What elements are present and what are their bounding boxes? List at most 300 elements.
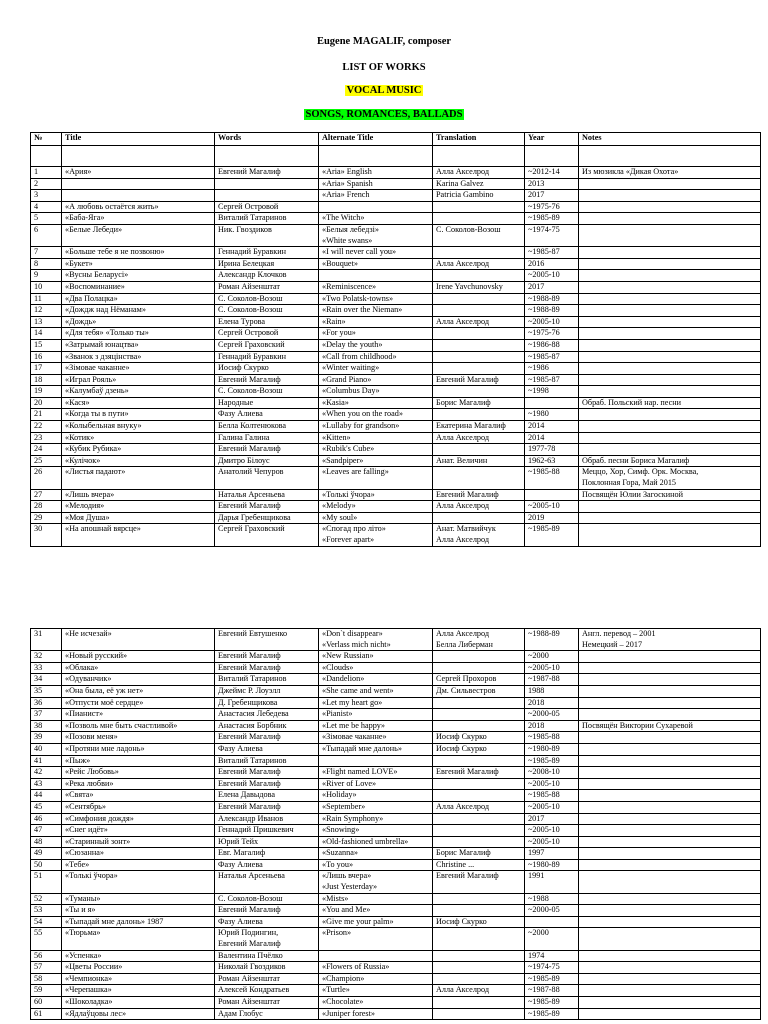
table-row [31, 293, 761, 305]
cell-year: ~1987-88 [525, 985, 579, 997]
table-row [31, 258, 761, 270]
cell-translation [433, 305, 525, 317]
cell-words: Евгений Магалиф [215, 374, 319, 386]
cell-title: «Отпусти моё сердце» [62, 697, 215, 709]
table-row [31, 281, 761, 293]
table-row [31, 790, 761, 802]
cell-alternate-title: «Kasia» [319, 397, 433, 409]
column-header-words: Words [215, 133, 319, 146]
table-row [31, 339, 761, 351]
cell-title: «Белые Лебеди» [62, 224, 215, 246]
cell-title: «Кася» [62, 397, 215, 409]
cell-year: ~1998 [525, 386, 579, 398]
cell-words: Геннадий Буравкин [215, 247, 319, 259]
cell-alternate-title: «Aria» French [319, 190, 433, 202]
cell-title: «Цветы России» [62, 962, 215, 974]
cell-title: «Букет» [62, 258, 215, 270]
cell-translation: Patricia Gambino [433, 190, 525, 202]
cell-year: ~1974-75 [525, 224, 579, 246]
cell-notes [579, 801, 761, 813]
cell-title: «Позови меня» [62, 732, 215, 744]
cell-notes [579, 709, 761, 721]
cell-number: 46 [31, 813, 62, 825]
cell-words: Виталий Татаринов [215, 674, 319, 686]
cell-words: С. Соколов-Возош [215, 305, 319, 317]
cell-words: Александр Иванов [215, 813, 319, 825]
cell-year: 2014 [525, 421, 579, 433]
cell-number: 58 [31, 973, 62, 985]
cell-words: Фазу Алиева [215, 916, 319, 928]
cell-number: 5 [31, 213, 62, 225]
cell-words: Евгений Магалиф [215, 167, 319, 179]
cell-year: ~1980-89 [525, 743, 579, 755]
cell-words: Евгений Магалиф [215, 732, 319, 744]
cell-year: 2019 [525, 512, 579, 524]
table-row [31, 432, 761, 444]
cell-line: Евгений Магалиф [218, 939, 281, 949]
cell-title: «Симфония дождя» [62, 813, 215, 825]
cell-notes [579, 512, 761, 524]
cell-translation [433, 697, 525, 709]
cell-translation: Евгений Магалиф [433, 489, 525, 501]
cell-alternate-title: «Dandelion» [319, 674, 433, 686]
cell-notes [579, 409, 761, 421]
cell-alternate-title: «Лишь вчера» «Just Yesterday» [319, 871, 433, 893]
cell-alternate-title: «Let my heart go» [319, 697, 433, 709]
cell-notes [579, 374, 761, 386]
cell-words: Анастасия Лебедева [215, 709, 319, 721]
cell-notes [579, 859, 761, 871]
cell-words: Ирина Белецкая [215, 258, 319, 270]
cell-translation: Алла Акселрод [433, 316, 525, 328]
cell-year: ~2000-05 [525, 905, 579, 917]
cell-words: Адам Глобус [215, 1008, 319, 1020]
cell-year: ~2012-14 [525, 167, 579, 179]
cell-alternate-title: «Champion» [319, 973, 433, 985]
cell-words: Белла Колтенюкова [215, 421, 319, 433]
cell-notes [579, 825, 761, 837]
cell-alternate-title: «Juniper forest» [319, 1008, 433, 1020]
cell-words: Валентина Пчёлко [215, 950, 319, 962]
cell-words: Роман Айзенштат [215, 997, 319, 1009]
cell-number: 25 [31, 455, 62, 467]
cell-title: «Облака» [62, 662, 215, 674]
cell-translation [433, 905, 525, 917]
cell-year: 2017 [525, 813, 579, 825]
cell-notes: Англ. перевод – 2001 Немецкий – 2017 [579, 629, 761, 651]
cell-words [215, 190, 319, 202]
cell-translation [433, 293, 525, 305]
cell-number: 31 [31, 629, 62, 651]
table-row [31, 813, 761, 825]
cell-title: «Играл Рояль» [62, 374, 215, 386]
cell-alternate-title: «Rain» [319, 316, 433, 328]
cell-words: Евгений Евтушенко [215, 629, 319, 651]
table-row [31, 351, 761, 363]
cell-words: Дарья Гребенщикова [215, 512, 319, 524]
cell-alternate-title: «I will never call you» [319, 247, 433, 259]
cell-translation: Борис Магалиф [433, 848, 525, 860]
cell-number: 22 [31, 421, 62, 433]
cell-alternate-title: «Call from childhood» [319, 351, 433, 363]
cell-translation: Анат. Матвийчук Алла Акселрод [433, 524, 525, 546]
cell-notes [579, 662, 761, 674]
cell-translation [433, 790, 525, 802]
cell-words: Сергей Граховский [215, 524, 319, 546]
cell-number: 21 [31, 409, 62, 421]
cell-alternate-title: «Rain over the Nieman» [319, 305, 433, 317]
cell-notes [579, 316, 761, 328]
table-row [31, 629, 761, 651]
cell-title: «Кубик Рубика» [62, 444, 215, 456]
table-row [31, 501, 761, 513]
table-row [31, 651, 761, 663]
cell-title: «Ядлаўцовы лес» [62, 1008, 215, 1020]
cell-words: Евгений Магалиф [215, 767, 319, 779]
table-row [31, 743, 761, 755]
cell-translation [433, 339, 525, 351]
cell-alternate-title: «Aria» English [319, 167, 433, 179]
cell-number: 1 [31, 167, 62, 179]
cell-words: Елена Турова [215, 316, 319, 328]
cell-year: ~1987-88 [525, 674, 579, 686]
cell-notes [579, 258, 761, 270]
cell-notes [579, 270, 761, 282]
cell-year: 1962-63 [525, 455, 579, 467]
cell-translation: Борис Магалиф [433, 397, 525, 409]
cell-year: 2018 [525, 697, 579, 709]
column-header-alternate-title: Alternate Title [319, 133, 433, 146]
table-row [31, 848, 761, 860]
cell-title: «Река любви» [62, 778, 215, 790]
cell-year: ~1980 [525, 409, 579, 421]
cell-number: 24 [31, 444, 62, 456]
cell-number: 30 [31, 524, 62, 546]
cell-year: 2017 [525, 281, 579, 293]
cell-translation [433, 409, 525, 421]
cell-notes [579, 767, 761, 779]
cell-alternate-title: «Leaves are falling» [319, 467, 433, 489]
cell-number: 53 [31, 905, 62, 917]
cell-title: «Рейс Любовь» [62, 767, 215, 779]
cell-year: ~2005-10 [525, 270, 579, 282]
cell-year: 1997 [525, 848, 579, 860]
cell-translation [433, 467, 525, 489]
cell-notes [579, 305, 761, 317]
cell-notes [579, 848, 761, 860]
cell-words: Наталья Арсеньева [215, 871, 319, 893]
cell-translation: Евгений Магалиф [433, 871, 525, 893]
cell-title: «Званок з дзяцінства» [62, 351, 215, 363]
cell-translation [433, 213, 525, 225]
cell-title: «Снег идёт» [62, 825, 215, 837]
cell-alternate-title: «New Russian» [319, 651, 433, 663]
cell-translation [433, 651, 525, 663]
cell-words: Евгений Магалиф [215, 501, 319, 513]
table-row [31, 893, 761, 905]
cell-line: Алла Акселрод [436, 535, 490, 544]
cell-words: Юрий Подингин, Евгений Магалиф [215, 928, 319, 950]
cell-title: «Черепашка» [62, 985, 215, 997]
cell-number: 43 [31, 778, 62, 790]
table-row [31, 421, 761, 433]
cell-alternate-title: «Mists» [319, 893, 433, 905]
cell-year: ~1988 [525, 893, 579, 905]
cell-translation: Евгений Магалиф [433, 767, 525, 779]
cell-notes [579, 732, 761, 744]
cell-translation: Алла Акселрод [433, 985, 525, 997]
cell-year: 1991 [525, 871, 579, 893]
cell-notes [579, 363, 761, 375]
table-row [31, 524, 761, 546]
cell-year: ~1980-89 [525, 859, 579, 871]
cell-number: 6 [31, 224, 62, 246]
cell-number: 12 [31, 305, 62, 317]
cell-title: «Колыбельная внуку» [62, 421, 215, 433]
cell-alternate-title: «Melody» [319, 501, 433, 513]
cell-notes [579, 790, 761, 802]
cell-year: ~1985-89 [525, 755, 579, 767]
cell-title: «Не исчезай» [62, 629, 215, 651]
subsection-label: SONGS, ROMANCES, BALLADS [305, 109, 463, 120]
cell-title: «Толькі ўчора» [62, 871, 215, 893]
cell-alternate-title: «Kitten» [319, 432, 433, 444]
cell-year: ~1986 [525, 363, 579, 375]
cell-year: ~1985-88 [525, 790, 579, 802]
cell-title: «Больше тебе я не позвоню» [62, 247, 215, 259]
table-row [31, 167, 761, 179]
cell-number: 28 [31, 501, 62, 513]
cell-alternate-title: «Толькі ўчора» [319, 489, 433, 501]
cell-alternate-title: «Reminiscence» [319, 281, 433, 293]
cell-words: Галина Галина [215, 432, 319, 444]
cell-number: 56 [31, 950, 62, 962]
cell-translation [433, 973, 525, 985]
cell-alternate-title [319, 201, 433, 213]
cell-translation: Сергей Прохоров [433, 674, 525, 686]
cell-number: 57 [31, 962, 62, 974]
cell-translation: Иосиф Скурко [433, 732, 525, 744]
table-row [31, 363, 761, 375]
cell-notes [579, 213, 761, 225]
cell-line: «Just Yesterday» [322, 882, 378, 892]
cell-words: Алексей Кондратьев [215, 985, 319, 997]
cell-words: Николай Гвоздиков [215, 962, 319, 974]
cell-words: Роман Айзенштат [215, 973, 319, 985]
cell-notes [579, 328, 761, 340]
cell-year: ~2005-10 [525, 662, 579, 674]
table-row [31, 178, 761, 190]
cell-notes [579, 190, 761, 202]
cell-title: «Котик» [62, 432, 215, 444]
cell-alternate-title: «Белыя лебедзі» «White swans» [319, 224, 433, 246]
table-row [31, 467, 761, 489]
cell-alternate-title: «When you on the road» [319, 409, 433, 421]
table-row [31, 247, 761, 259]
cell-number: 55 [31, 928, 62, 950]
table-row [31, 732, 761, 744]
cell-notes [579, 905, 761, 917]
table-row [31, 270, 761, 282]
cell-number: 19 [31, 386, 62, 398]
cell-words: Фазу Алиева [215, 859, 319, 871]
cell-notes: Посвящён Юлии Загоскиной [579, 489, 761, 501]
cell-alternate-title: «To you» [319, 859, 433, 871]
cell-number: 42 [31, 767, 62, 779]
cell-year: 1974 [525, 950, 579, 962]
cell-translation [433, 962, 525, 974]
cell-notes: Обраб. песни Бориса Магалиф [579, 455, 761, 467]
cell-number: 27 [31, 489, 62, 501]
table-row [31, 190, 761, 202]
table-row [31, 871, 761, 893]
column-header-title: Title [62, 133, 215, 146]
cell-number: 50 [31, 859, 62, 871]
cell-number: 7 [31, 247, 62, 259]
cell-number: 37 [31, 709, 62, 721]
table-row [31, 397, 761, 409]
cell-alternate-title: «River of Love» [319, 778, 433, 790]
cell-year: ~2005-10 [525, 316, 579, 328]
cell-title: «Пыж» [62, 755, 215, 767]
cell-translation: С. Соколов-Возош [433, 224, 525, 246]
table-row [31, 950, 761, 962]
cell-number: 29 [31, 512, 62, 524]
cell-words: Виталий Татаринов [215, 755, 319, 767]
cell-number: 32 [31, 651, 62, 663]
cell-number: 36 [31, 697, 62, 709]
table-row [31, 778, 761, 790]
cell-year: ~1988-89 [525, 629, 579, 651]
cell-words: Геннадий Пришкевич [215, 825, 319, 837]
cell-number: 14 [31, 328, 62, 340]
cell-translation [433, 351, 525, 363]
cell-words: Юрий Тейх [215, 836, 319, 848]
table-row [31, 444, 761, 456]
cell-notes [579, 674, 761, 686]
cell-notes [579, 501, 761, 513]
cell-number: 23 [31, 432, 62, 444]
list-title: LIST OF WORKS [342, 62, 426, 73]
cell-notes: Меццо, Хор, Симф. Орк. Москва, Поклонная Гора, Май 2015 [579, 467, 761, 489]
cell-number: 39 [31, 732, 62, 744]
cell-number: 48 [31, 836, 62, 848]
cell-year: ~2008-10 [525, 767, 579, 779]
cell-number: 60 [31, 997, 62, 1009]
cell-notes [579, 432, 761, 444]
table-row [31, 386, 761, 398]
table-row [31, 720, 761, 732]
cell-words: Иосиф Скурко [215, 363, 319, 375]
works-table-part1 [30, 132, 761, 547]
cell-number: 3 [31, 190, 62, 202]
cell-title [62, 190, 215, 202]
cell-notes [579, 997, 761, 1009]
cell-year: ~1985-89 [525, 524, 579, 546]
table-row [31, 997, 761, 1009]
cell-notes [579, 1008, 761, 1020]
cell-number: 40 [31, 743, 62, 755]
cell-year: ~2005-10 [525, 836, 579, 848]
table-row [31, 685, 761, 697]
table-row [31, 224, 761, 246]
cell-year: ~1985-88 [525, 467, 579, 489]
cell-year: 2013 [525, 178, 579, 190]
cell-words [215, 178, 319, 190]
cell-alternate-title: «Columbus Day» [319, 386, 433, 398]
cell-year: ~2005-10 [525, 825, 579, 837]
cell-translation [433, 825, 525, 837]
cell-year: 2014 [525, 432, 579, 444]
cell-notes [579, 985, 761, 997]
table-row [31, 962, 761, 974]
cell-year: 2016 [525, 258, 579, 270]
cell-title: «Сентябрь» [62, 801, 215, 813]
column-header-translation: Translation [433, 133, 525, 146]
cell-year [525, 916, 579, 928]
cell-notes [579, 836, 761, 848]
cell-year: ~1985-89 [525, 997, 579, 1009]
cell-number: 41 [31, 755, 62, 767]
cell-notes [579, 871, 761, 893]
cell-number: 4 [31, 201, 62, 213]
cell-notes [579, 651, 761, 663]
table-row [31, 409, 761, 421]
cell-alternate-title: «September» [319, 801, 433, 813]
cell-title: «Свята» [62, 790, 215, 802]
table-row [31, 709, 761, 721]
cell-line: «Verlass mich nicht» [322, 639, 391, 649]
column-header-notes: Notes [579, 133, 761, 146]
table-row [31, 316, 761, 328]
cell-translation: Иосиф Скурко [433, 916, 525, 928]
cell-words: Евгений Магалиф [215, 801, 319, 813]
cell-year: 2018 [525, 720, 579, 732]
cell-alternate-title [319, 755, 433, 767]
cell-year: 1988 [525, 685, 579, 697]
cell-words: С. Соколов-Возош [215, 386, 319, 398]
cell-notes [579, 386, 761, 398]
cell-number: 61 [31, 1008, 62, 1020]
cell-words: Ник. Гвоздиков [215, 224, 319, 246]
cell-title: «Для тебя» «Только ты» [62, 328, 215, 340]
table-row [31, 305, 761, 317]
cell-translation: Алла Акселрод [433, 801, 525, 813]
cell-words: Евгений Магалиф [215, 905, 319, 917]
cell-title: «Ты и я» [62, 905, 215, 917]
cell-year: ~1985-87 [525, 351, 579, 363]
table-row [31, 455, 761, 467]
cell-translation: Евгений Магалиф [433, 374, 525, 386]
cell-year: 1977-78 [525, 444, 579, 456]
cell-alternate-title: «Turtle» [319, 985, 433, 997]
cell-notes [579, 247, 761, 259]
cell-year [525, 397, 579, 409]
cell-notes [579, 743, 761, 755]
empty-cell [579, 146, 761, 167]
composer-heading: Eugene MAGALIF, composer [316, 36, 452, 47]
cell-title: «Дождь» [62, 316, 215, 328]
cell-title: «Два Полацка» [62, 293, 215, 305]
cell-number: 54 [31, 916, 62, 928]
cell-line: «White swans» [322, 235, 373, 245]
cell-title: «Пианист» [62, 709, 215, 721]
cell-notes [579, 351, 761, 363]
cell-words: Виталий Татаринов [215, 213, 319, 225]
cell-alternate-title: «Bouquet» [319, 258, 433, 270]
cell-notes [579, 928, 761, 950]
cell-translation: Алла Акселрод [433, 432, 525, 444]
